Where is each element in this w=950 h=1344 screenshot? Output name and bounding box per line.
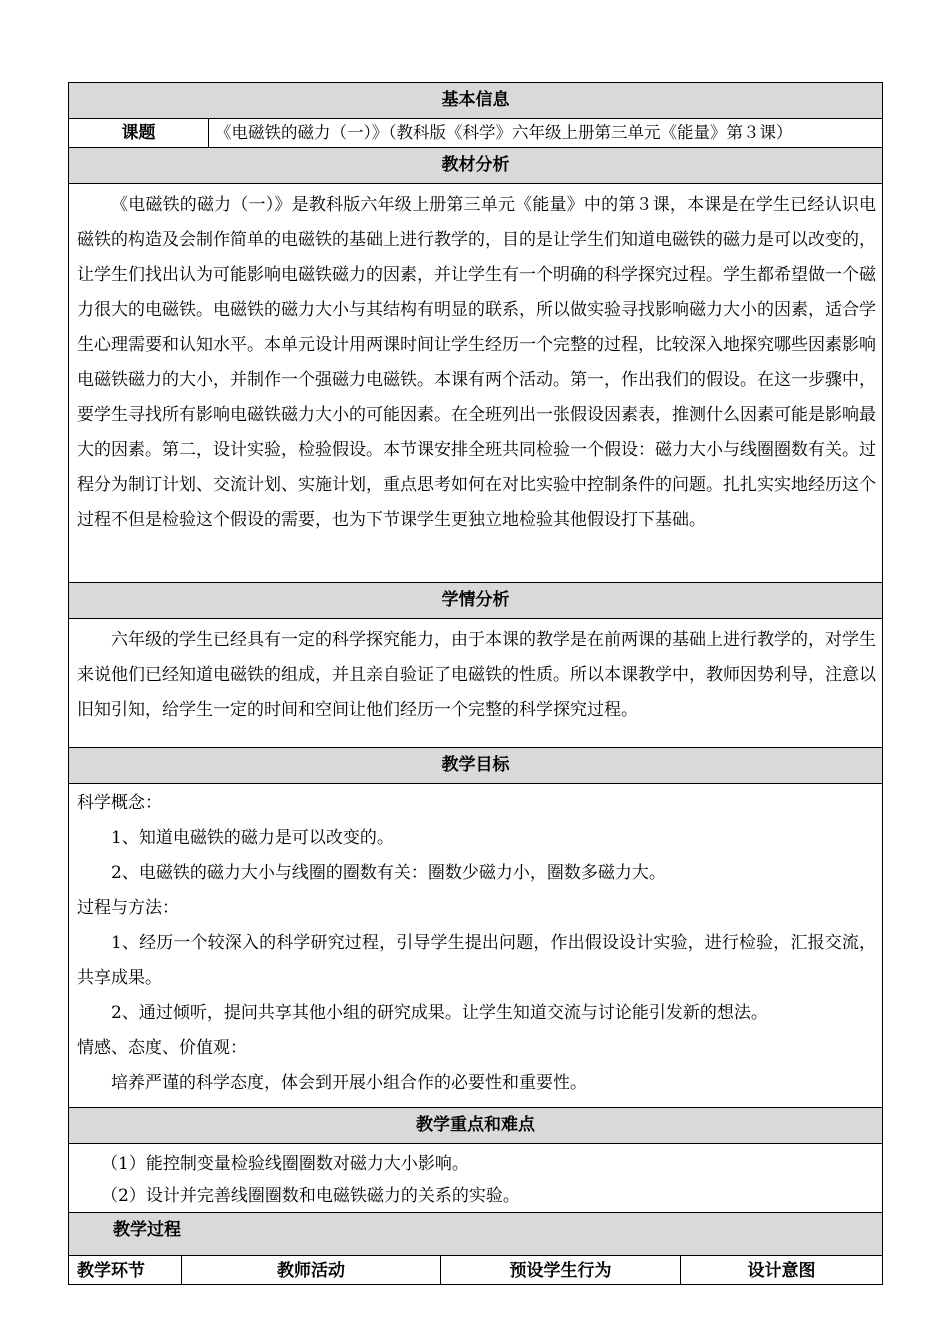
concept-item-2: 2、电磁铁的磁力大小与线圈的圈数有关：圈数少磁力小，圈数多磁力大。: [111, 863, 666, 883]
student-analysis-body: [69, 619, 883, 748]
teaching-process-heading: 教学过程: [69, 1213, 883, 1256]
process-item-2: 2、通过倾听，提问共享其他小组的研究成果。让学生知道交流与讨论能引发新的想法。: [111, 1003, 768, 1023]
key-point-2: （2）设计并完善线圈圈数和电磁铁磁力的关系的实验。: [101, 1186, 520, 1206]
teaching-goals-heading: 教学目标: [69, 748, 883, 784]
concept-item-1: 1、知道电磁铁的磁力是可以改变的。: [111, 828, 394, 848]
emotion-title: 情感、态度、价值观：: [77, 1038, 247, 1058]
lesson-plan-table: [68, 82, 883, 1285]
process-item-1: 1、经历一个较深入的科学研究过程，引导学生提出问题，作出假设设计实验，进行检验，汇报交流，共享成果。: [77, 933, 877, 988]
column-header-stage: 教学环节: [69, 1256, 182, 1285]
student-analysis-heading: 学情分析: [69, 583, 883, 619]
textbook-analysis-heading: 教材分析: [69, 148, 883, 184]
column-header-teacher-activity: 教师活动: [182, 1256, 441, 1285]
student-analysis-paragraph: 六年级的学生已经具有一定的科学探究能力，由于本课的教学是在前两课的基础上进行教学的，对学生来说他们已经知道电磁铁的组成，并且亲自验证了电磁铁的性质。所以本课教学中，教师因势利导，注意以旧知引知，给学生一定的时间和空间让他们经历一个完整的科学探究过程。: [77, 630, 877, 720]
column-header-design-intent: 设计意图: [681, 1256, 883, 1285]
textbook-analysis-body: [69, 184, 883, 583]
topic-value: 《电磁铁的磁力（一）》（教科版《科学》六年级上册第三单元《能量》第３课）: [209, 119, 883, 148]
key-point-1: （1）能控制变量检验线圈圈数对磁力大小影响。: [101, 1154, 469, 1174]
concept-title: 科学概念：: [77, 793, 162, 813]
basic-info-heading: 基本信息: [69, 83, 883, 119]
column-header-student-behavior: 预设学生行为: [441, 1256, 681, 1285]
textbook-analysis-paragraph: 《电磁铁的磁力（一）》是教科版六年级上册第三单元《能量》中的第３课，本课是在学生已经认识电磁铁的构造及会制作简单的电磁铁的基础上进行教学的，目的是让学生们知道电磁铁的磁力是可以改变的，让学生们找出认为可能影响电磁铁磁力的因素，并让学生有一个明确的科学探究过程。学生都希望做一个磁力很大的电磁铁。电磁铁的磁力大小与其结构有明显的联系，所以做实验寻找影响磁力大小的因素，适合学生心理需要和认知水平。本单元设计用两课时间让学生经历一个完整的过程，比较深入地探究哪些因素影响电磁铁磁力的大小，并制作一个强磁力电磁铁。本课有两个活动。第一，作出我们的假设。在这一步骤中，要学生寻找所有影响电磁铁磁力大小的可能因素。在全班列出一张假设因素表，推测什么因素可能是影响最大的因素。第二，设计实验，检验假设。本节课安排全班共同检验一个假设：磁力大小与线圈圈数有关。过程分为制订计划、交流计划、实施计划，重点思考如何在对比实验中控制条件的问题。扎扎实实地经历这个过程不但是检验这个假设的需要，也为下节课学生更独立地检验其他假设打下基础。: [77, 195, 877, 530]
key-points-heading: 教学重点和难点: [69, 1108, 883, 1144]
topic-label: 课题: [69, 119, 209, 148]
teaching-goals-body: [69, 784, 883, 1108]
emotion-item-1: 培养严谨的科学态度，体会到开展小组合作的必要性和重要性。: [111, 1073, 587, 1093]
process-title: 过程与方法：: [77, 898, 179, 918]
lesson-plan-page: [68, 82, 882, 1285]
key-points-body: [69, 1144, 883, 1213]
